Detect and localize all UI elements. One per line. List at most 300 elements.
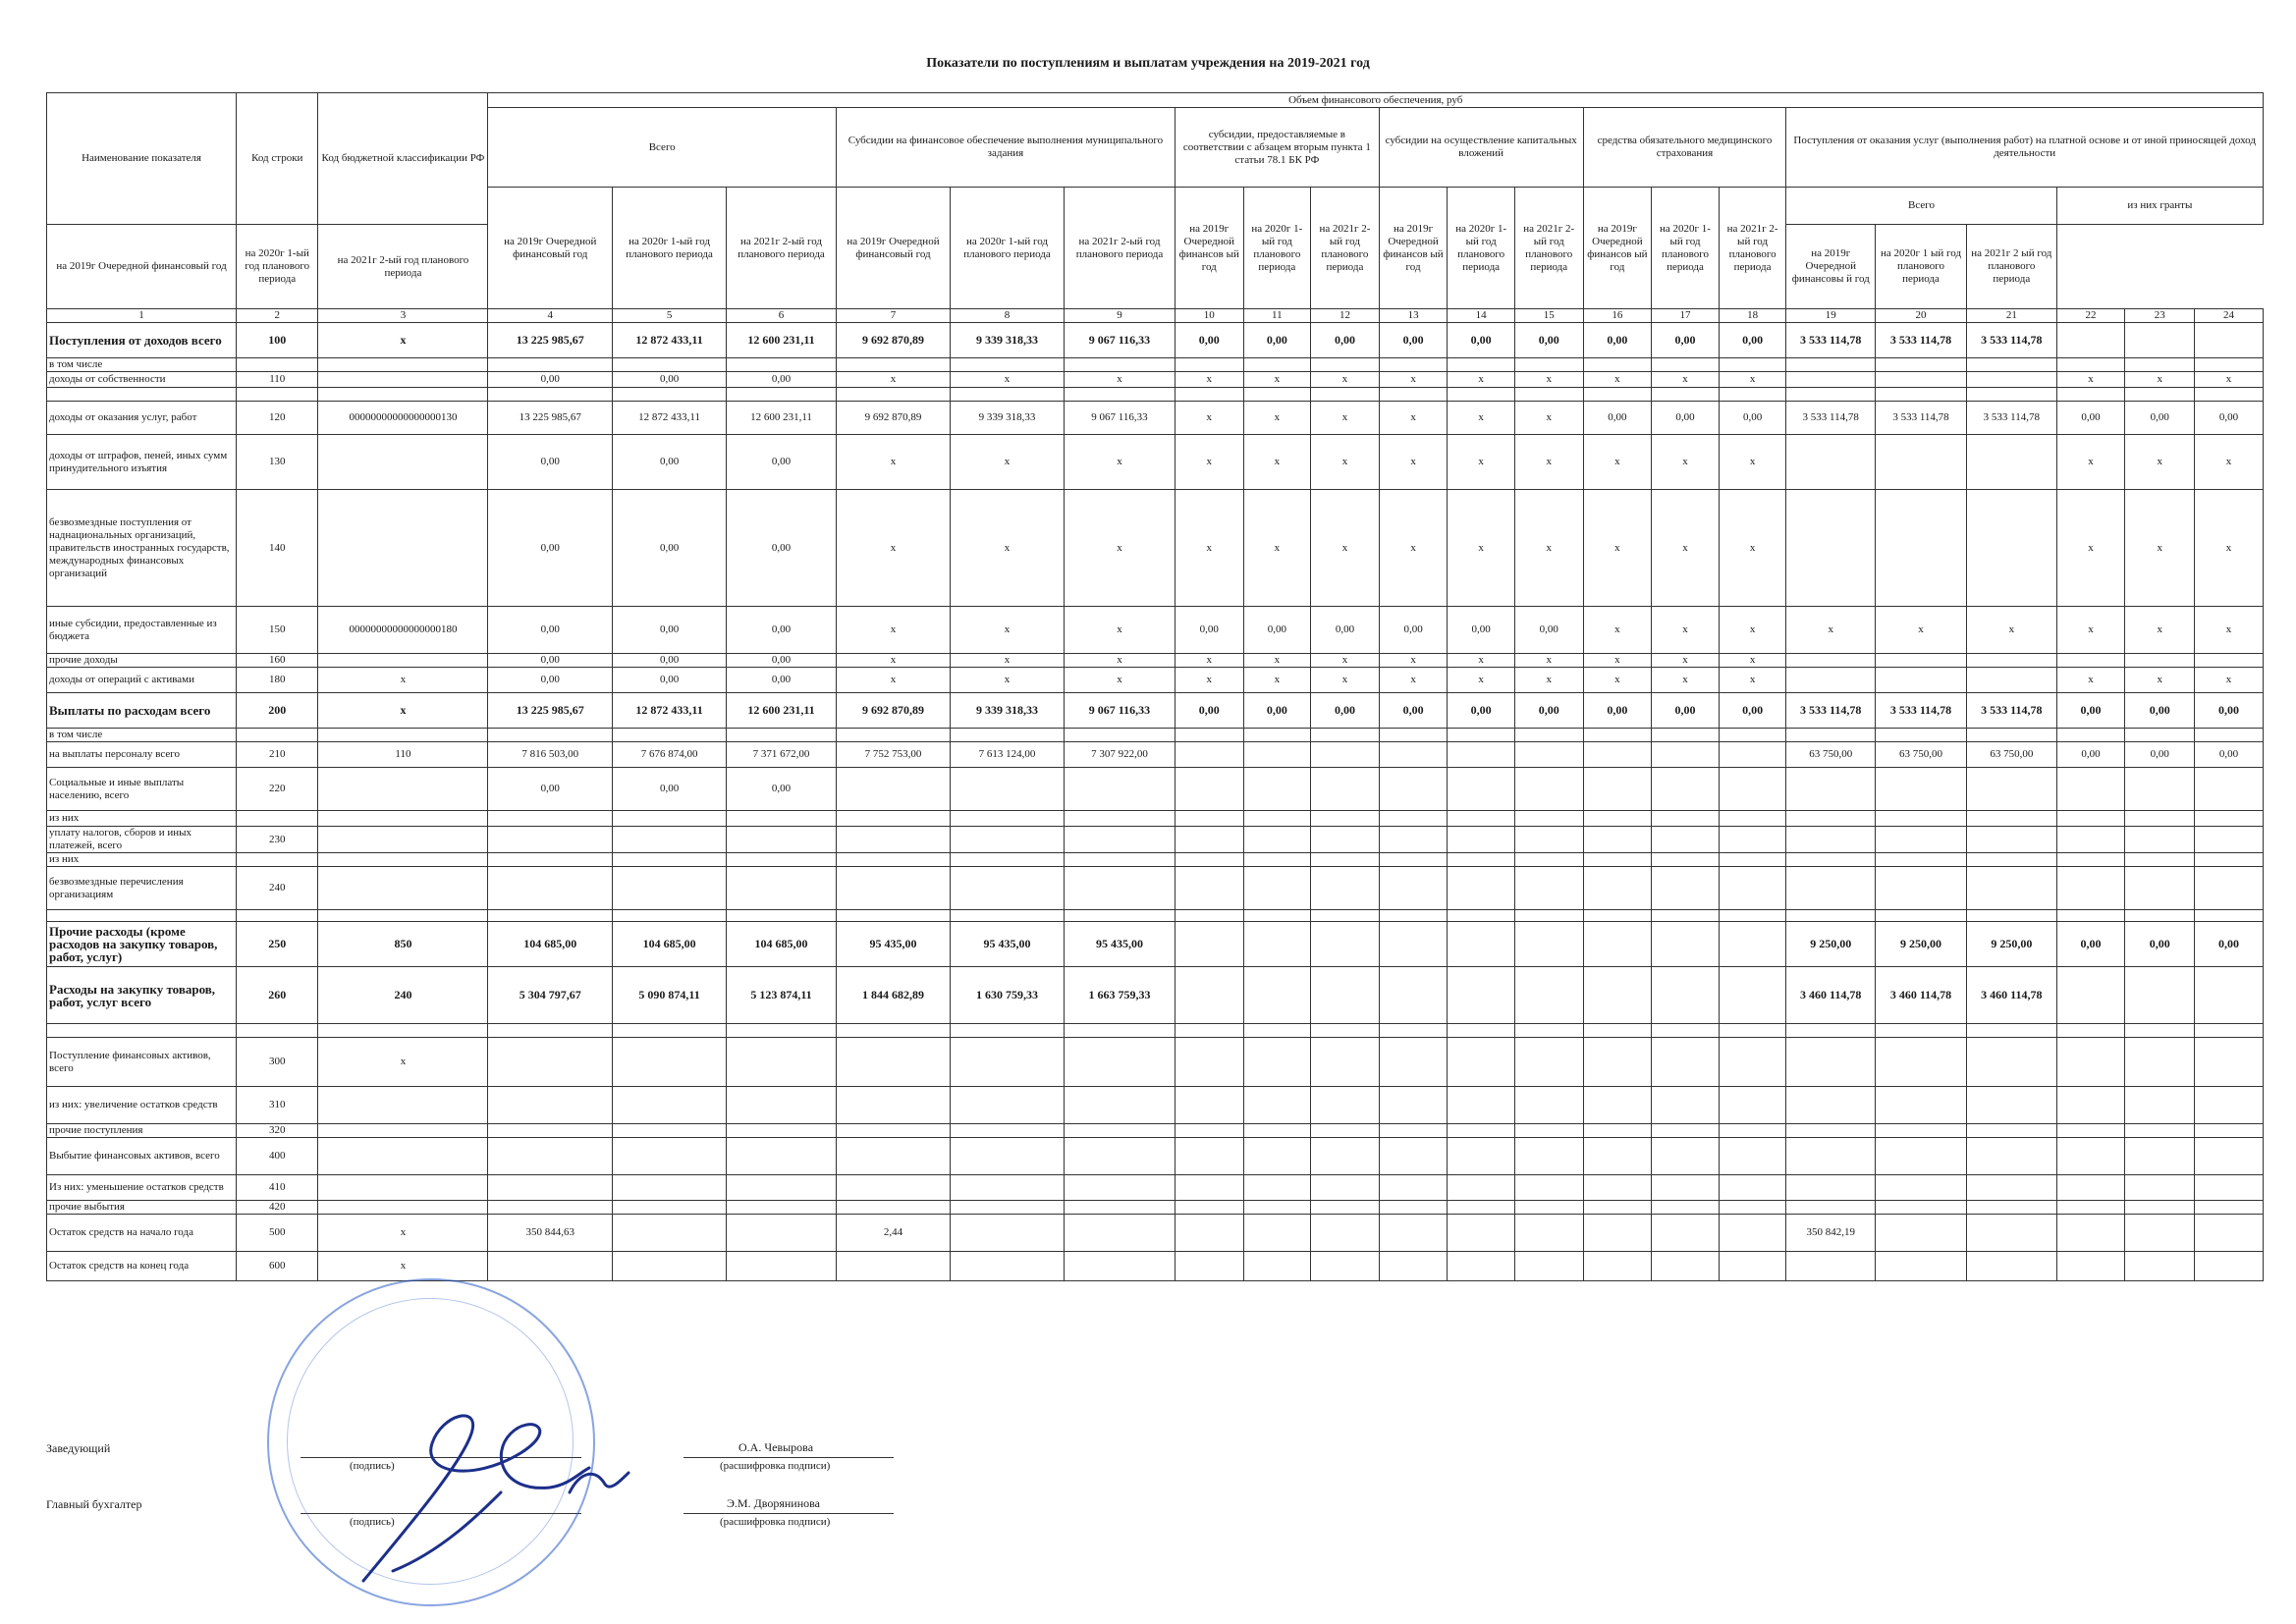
year-cell: на 2021г 2-ый год планового периода: [1065, 188, 1175, 309]
value-cell: 0,00: [2195, 742, 2264, 768]
value-cell: [1175, 358, 1243, 372]
value-cell: [1243, 922, 1311, 967]
year-cell: на 2019г Очередной финансовы й год: [1786, 225, 1876, 309]
value-cell: [950, 1252, 1064, 1281]
value-cell: [1719, 811, 1786, 827]
value-cell: х: [2125, 372, 2195, 388]
value-cell: [727, 853, 837, 867]
value-cell: х: [1379, 435, 1448, 490]
value-cell: х: [2125, 668, 2195, 693]
column-number: 21: [1966, 309, 2056, 323]
value-cell: 5 123 874,11: [727, 967, 837, 1024]
table-row: [47, 922, 2264, 967]
value-cell: [1583, 1138, 1652, 1175]
table-row: [47, 607, 2264, 654]
value-cell: х: [1448, 435, 1515, 490]
row-kbk: [318, 768, 488, 811]
value-cell: [1379, 729, 1448, 742]
value-cell: [2125, 1215, 2195, 1252]
value-cell: х: [1175, 668, 1243, 693]
value-cell: [1311, 1215, 1380, 1252]
value-cell: 0,00: [2056, 742, 2125, 768]
value-cell: [1786, 372, 1876, 388]
value-cell: [1966, 1175, 2056, 1201]
row-name: Выбытие финансовых активов, всего: [47, 1138, 237, 1175]
value-cell: 9 250,00: [1786, 922, 1876, 967]
row-code: 140: [237, 490, 318, 607]
value-cell: [1719, 1215, 1786, 1252]
value-cell: [1065, 867, 1175, 910]
value-cell: [613, 1038, 727, 1087]
value-cell: [1786, 1201, 1876, 1215]
value-cell: 2,44: [836, 1215, 950, 1252]
value-cell: 12 872 433,11: [613, 323, 727, 358]
header-group-paid-services: Поступления от оказания услуг (выполнения работ) на платной основе и от иной приносящей доход деятельности: [1786, 108, 2264, 188]
value-cell: 0,00: [1448, 323, 1515, 358]
value-cell: [488, 1124, 613, 1138]
value-cell: [613, 1024, 727, 1038]
head-name-line: [683, 1457, 894, 1458]
value-cell: [950, 1087, 1064, 1124]
value-cell: х: [1966, 607, 2056, 654]
table-row: [47, 1138, 2264, 1175]
value-cell: [1243, 1175, 1311, 1201]
value-cell: [1719, 910, 1786, 922]
value-cell: [2195, 729, 2264, 742]
value-cell: [1311, 811, 1380, 827]
value-cell: 350 842,19: [1786, 1215, 1876, 1252]
value-cell: [1448, 853, 1515, 867]
value-cell: х: [1652, 372, 1720, 388]
value-cell: [1379, 1175, 1448, 1201]
row-name: Остаток средств на начало года: [47, 1215, 237, 1252]
value-cell: [1719, 1038, 1786, 1087]
row-code: 410: [237, 1175, 318, 1201]
value-cell: [1175, 768, 1243, 811]
value-cell: 9 067 116,33: [1065, 693, 1175, 729]
row-name: из них: увеличение остатков средств: [47, 1087, 237, 1124]
value-cell: [613, 910, 727, 922]
value-cell: [2125, 867, 2195, 910]
value-cell: [727, 1087, 837, 1124]
row-kbk: [318, 1124, 488, 1138]
value-cell: [1719, 1201, 1786, 1215]
value-cell: [1065, 1175, 1175, 1201]
value-cell: [1876, 729, 1967, 742]
value-cell: [1514, 853, 1583, 867]
value-cell: [1876, 435, 1967, 490]
table-row: [47, 490, 2264, 607]
value-cell: х: [1379, 654, 1448, 668]
value-cell: [2125, 1138, 2195, 1175]
value-cell: х: [1175, 435, 1243, 490]
row-name: доходы от оказания услуг, работ: [47, 402, 237, 435]
value-cell: [2056, 323, 2125, 358]
value-cell: [1243, 1138, 1311, 1175]
row-name: прочие поступления: [47, 1124, 237, 1138]
value-cell: х: [1311, 402, 1380, 435]
value-cell: х: [1448, 402, 1515, 435]
value-cell: [2056, 768, 2125, 811]
value-cell: 95 435,00: [1065, 922, 1175, 967]
value-cell: [950, 827, 1064, 853]
value-cell: 0,00: [1243, 323, 1311, 358]
value-cell: [727, 1175, 837, 1201]
header-name: Наименование показателя: [47, 93, 237, 225]
value-cell: х: [1448, 654, 1515, 668]
value-cell: [950, 811, 1064, 827]
value-cell: х: [1786, 607, 1876, 654]
column-number: 19: [1786, 309, 1876, 323]
value-cell: [1311, 1138, 1380, 1175]
value-cell: х: [1652, 435, 1720, 490]
value-cell: [1876, 811, 1967, 827]
row-kbk: [318, 1201, 488, 1215]
value-cell: [613, 1124, 727, 1138]
value-cell: [488, 853, 613, 867]
value-cell: х: [1065, 372, 1175, 388]
row-code: 310: [237, 1087, 318, 1124]
row-kbk: [318, 910, 488, 922]
value-cell: [488, 1087, 613, 1124]
value-cell: 0,00: [2125, 693, 2195, 729]
document-title: Показатели по поступлениям и выплатам учреждения на 2019-2021 год: [926, 56, 1370, 71]
value-cell: [1379, 388, 1448, 402]
value-cell: [1243, 1024, 1311, 1038]
value-cell: [488, 1175, 613, 1201]
value-cell: 9 692 870,89: [836, 693, 950, 729]
value-cell: [2125, 388, 2195, 402]
value-cell: [1448, 388, 1515, 402]
value-cell: 12 872 433,11: [613, 402, 727, 435]
row-name: Поступление финансовых активов, всего: [47, 1038, 237, 1087]
year-cell: на 2020г 1-ый год планового периода: [950, 188, 1064, 309]
value-cell: х: [836, 668, 950, 693]
header-group-total: Всего: [488, 108, 836, 188]
column-number: 13: [1379, 309, 1448, 323]
row-name: в том числе: [47, 729, 237, 742]
header-volume: Объем финансового обеспечения, руб: [488, 93, 2264, 108]
value-cell: 12 600 231,11: [727, 402, 837, 435]
value-cell: [1876, 372, 1967, 388]
value-cell: [1876, 1024, 1967, 1038]
value-cell: [1448, 742, 1515, 768]
value-cell: [1243, 1087, 1311, 1124]
value-cell: [2056, 1252, 2125, 1281]
value-cell: х: [2195, 372, 2264, 388]
value-cell: [2056, 388, 2125, 402]
value-cell: [1652, 1087, 1720, 1124]
column-number: 9: [1065, 309, 1175, 323]
value-cell: [2056, 1215, 2125, 1252]
value-cell: [1243, 967, 1311, 1024]
table-row: [47, 910, 2264, 922]
column-number: 17: [1652, 309, 1720, 323]
value-cell: [727, 1024, 837, 1038]
value-cell: [2195, 654, 2264, 668]
value-cell: [1786, 1038, 1876, 1087]
value-cell: 9 250,00: [1876, 922, 1967, 967]
row-kbk: х: [318, 1252, 488, 1281]
value-cell: [836, 1038, 950, 1087]
value-cell: 12 600 231,11: [727, 323, 837, 358]
value-cell: х: [950, 435, 1064, 490]
value-cell: [1652, 811, 1720, 827]
row-kbk: [318, 358, 488, 372]
value-cell: [1311, 1175, 1380, 1201]
row-code: 210: [237, 742, 318, 768]
value-cell: [1583, 1024, 1652, 1038]
value-cell: [2056, 358, 2125, 372]
value-cell: [1514, 827, 1583, 853]
value-cell: [1966, 729, 2056, 742]
table-row: [47, 967, 2264, 1024]
value-cell: 3 533 114,78: [1966, 693, 2056, 729]
value-cell: [1243, 388, 1311, 402]
row-code: 240: [237, 867, 318, 910]
row-code: 400: [237, 1138, 318, 1175]
value-cell: х: [836, 654, 950, 668]
value-cell: [1786, 668, 1876, 693]
value-cell: [1448, 1124, 1515, 1138]
table-row: [47, 1124, 2264, 1138]
value-cell: [1652, 1175, 1720, 1201]
value-cell: 0,00: [1583, 323, 1652, 358]
row-kbk: х: [318, 668, 488, 693]
value-cell: 3 460 114,78: [1966, 967, 2056, 1024]
value-cell: [1311, 827, 1380, 853]
value-cell: [1719, 1087, 1786, 1124]
value-cell: [1719, 967, 1786, 1024]
row-kbk: [318, 1175, 488, 1201]
value-cell: [1583, 910, 1652, 922]
value-cell: [1583, 1215, 1652, 1252]
accountant-name-line: [683, 1513, 894, 1514]
value-cell: [1652, 742, 1720, 768]
value-cell: 9 339 318,33: [950, 323, 1064, 358]
value-cell: 0,00: [488, 768, 613, 811]
value-cell: [1514, 1201, 1583, 1215]
value-cell: [1719, 1252, 1786, 1281]
value-cell: [2056, 1175, 2125, 1201]
row-code: 120: [237, 402, 318, 435]
value-cell: 0,00: [1514, 607, 1583, 654]
row-name: Остаток средств на конец года: [47, 1252, 237, 1281]
value-cell: 0,00: [727, 768, 837, 811]
value-cell: [1583, 811, 1652, 827]
value-cell: [2125, 1024, 2195, 1038]
year-cell: на 2020г 1-ый год планового периода: [1448, 188, 1515, 309]
value-cell: 7 371 672,00: [727, 742, 837, 768]
row-name: Расходы на закупку товаров, работ, услуг всего: [47, 967, 237, 1024]
value-cell: 0,00: [1175, 607, 1243, 654]
value-cell: [1786, 1252, 1876, 1281]
value-cell: [836, 1124, 950, 1138]
value-cell: 0,00: [1652, 693, 1720, 729]
value-cell: х: [1514, 435, 1583, 490]
table-row: [47, 435, 2264, 490]
value-cell: [1966, 358, 2056, 372]
column-number: 15: [1514, 309, 1583, 323]
value-cell: [1966, 372, 2056, 388]
value-cell: 0,00: [727, 654, 837, 668]
row-kbk: 850: [318, 922, 488, 967]
value-cell: 7 676 874,00: [613, 742, 727, 768]
value-cell: [1652, 1201, 1720, 1215]
value-cell: [1175, 1124, 1243, 1138]
value-cell: 7 816 503,00: [488, 742, 613, 768]
value-cell: [950, 867, 1064, 910]
value-cell: х: [1719, 490, 1786, 607]
value-cell: [613, 388, 727, 402]
value-cell: [613, 1201, 727, 1215]
value-cell: [1311, 768, 1380, 811]
value-cell: 0,00: [488, 372, 613, 388]
row-name: доходы от собственности: [47, 372, 237, 388]
value-cell: [1583, 358, 1652, 372]
value-cell: х: [1583, 372, 1652, 388]
value-cell: 0,00: [613, 654, 727, 668]
row-name: доходы от операций с активами: [47, 668, 237, 693]
value-cell: [836, 1175, 950, 1201]
value-cell: [1243, 1124, 1311, 1138]
value-cell: [1379, 811, 1448, 827]
row-name: прочие выбытия: [47, 1201, 237, 1215]
value-cell: [2056, 654, 2125, 668]
value-cell: [1583, 768, 1652, 811]
value-cell: [1243, 768, 1311, 811]
value-cell: х: [1652, 607, 1720, 654]
value-cell: х: [1583, 607, 1652, 654]
value-cell: [2125, 1175, 2195, 1201]
value-cell: [1583, 922, 1652, 967]
value-cell: [1175, 1087, 1243, 1124]
value-cell: х: [1448, 372, 1515, 388]
value-cell: [1876, 853, 1967, 867]
value-cell: [1876, 668, 1967, 693]
year-cell: на 2021г 2-ый год планового периода: [1311, 188, 1380, 309]
value-cell: х: [1514, 490, 1583, 607]
value-cell: [1175, 1138, 1243, 1175]
value-cell: [1876, 1038, 1967, 1087]
value-cell: [1175, 827, 1243, 853]
value-cell: [1876, 1124, 1967, 1138]
value-cell: [2195, 1124, 2264, 1138]
row-name: Прочие расходы (кроме расходов на закупку товаров, работ, услуг): [47, 922, 237, 967]
value-cell: [1966, 1252, 2056, 1281]
value-cell: [1876, 358, 1967, 372]
value-cell: [1448, 922, 1515, 967]
value-cell: [1065, 1215, 1175, 1252]
value-cell: [1514, 910, 1583, 922]
value-cell: [1786, 768, 1876, 811]
value-cell: [488, 827, 613, 853]
value-cell: х: [1514, 668, 1583, 693]
value-cell: [1719, 1124, 1786, 1138]
row-kbk: 240: [318, 967, 488, 1024]
value-cell: х: [2195, 490, 2264, 607]
value-cell: [1966, 768, 2056, 811]
value-cell: [1966, 654, 2056, 668]
value-cell: [1448, 1252, 1515, 1281]
value-cell: [950, 910, 1064, 922]
value-cell: 3 533 114,78: [1876, 323, 1967, 358]
value-cell: [1583, 1087, 1652, 1124]
value-cell: [1652, 910, 1720, 922]
value-cell: х: [1311, 490, 1380, 607]
column-number: 14: [1448, 309, 1515, 323]
value-cell: [1719, 853, 1786, 867]
value-cell: [1448, 1038, 1515, 1087]
value-cell: 0,00: [1514, 693, 1583, 729]
column-number: 2: [237, 309, 318, 323]
accountant-sign-caption: (подпись): [350, 1516, 395, 1528]
value-cell: [1175, 729, 1243, 742]
value-cell: 0,00: [1448, 607, 1515, 654]
header-kbk: Код бюджетной классификации РФ: [318, 93, 488, 225]
value-cell: [1583, 1201, 1652, 1215]
value-cell: [1514, 1138, 1583, 1175]
value-cell: 0,00: [1652, 402, 1720, 435]
row-name: безвозмездные перечисления организациям: [47, 867, 237, 910]
value-cell: 0,00: [2125, 402, 2195, 435]
value-cell: [950, 768, 1064, 811]
value-cell: [1243, 910, 1311, 922]
value-cell: 0,00: [613, 372, 727, 388]
value-cell: [1311, 867, 1380, 910]
value-cell: 0,00: [488, 490, 613, 607]
value-cell: х: [2125, 490, 2195, 607]
value-cell: х: [1065, 490, 1175, 607]
row-kbk: [318, 1024, 488, 1038]
value-cell: х: [1719, 372, 1786, 388]
value-cell: [613, 1175, 727, 1201]
row-name: на выплаты персоналу всего: [47, 742, 237, 768]
value-cell: [2056, 1201, 2125, 1215]
value-cell: [1652, 967, 1720, 1024]
value-cell: х: [950, 654, 1064, 668]
financial-indicators-table: [46, 92, 2264, 1281]
value-cell: [1175, 1024, 1243, 1038]
value-cell: [1065, 1124, 1175, 1138]
row-kbk: х: [318, 1215, 488, 1252]
value-cell: [2195, 827, 2264, 853]
value-cell: [2125, 729, 2195, 742]
value-cell: [1243, 742, 1311, 768]
value-cell: х: [1652, 490, 1720, 607]
value-cell: [1243, 1252, 1311, 1281]
value-cell: [727, 910, 837, 922]
value-cell: [1175, 1038, 1243, 1087]
value-cell: 0,00: [613, 435, 727, 490]
value-cell: [1966, 668, 2056, 693]
value-cell: 9 250,00: [1966, 922, 2056, 967]
value-cell: [1448, 1087, 1515, 1124]
value-cell: [1175, 811, 1243, 827]
header-group-oms: средства обязательного медицинского страхования: [1583, 108, 1786, 188]
year-cell: на 2020г 1 ый год планового периода: [1876, 225, 1967, 309]
year-cell: на 2019г Очередной финансовый год: [47, 225, 237, 309]
value-cell: [1065, 1087, 1175, 1124]
value-cell: [1243, 827, 1311, 853]
accountant-name-caption: (расшифровка подписи): [720, 1516, 831, 1528]
value-cell: [1876, 910, 1967, 922]
value-cell: [1065, 1201, 1175, 1215]
value-cell: 13 225 985,67: [488, 323, 613, 358]
value-cell: [2125, 1038, 2195, 1087]
row-code: [237, 358, 318, 372]
value-cell: [1719, 867, 1786, 910]
